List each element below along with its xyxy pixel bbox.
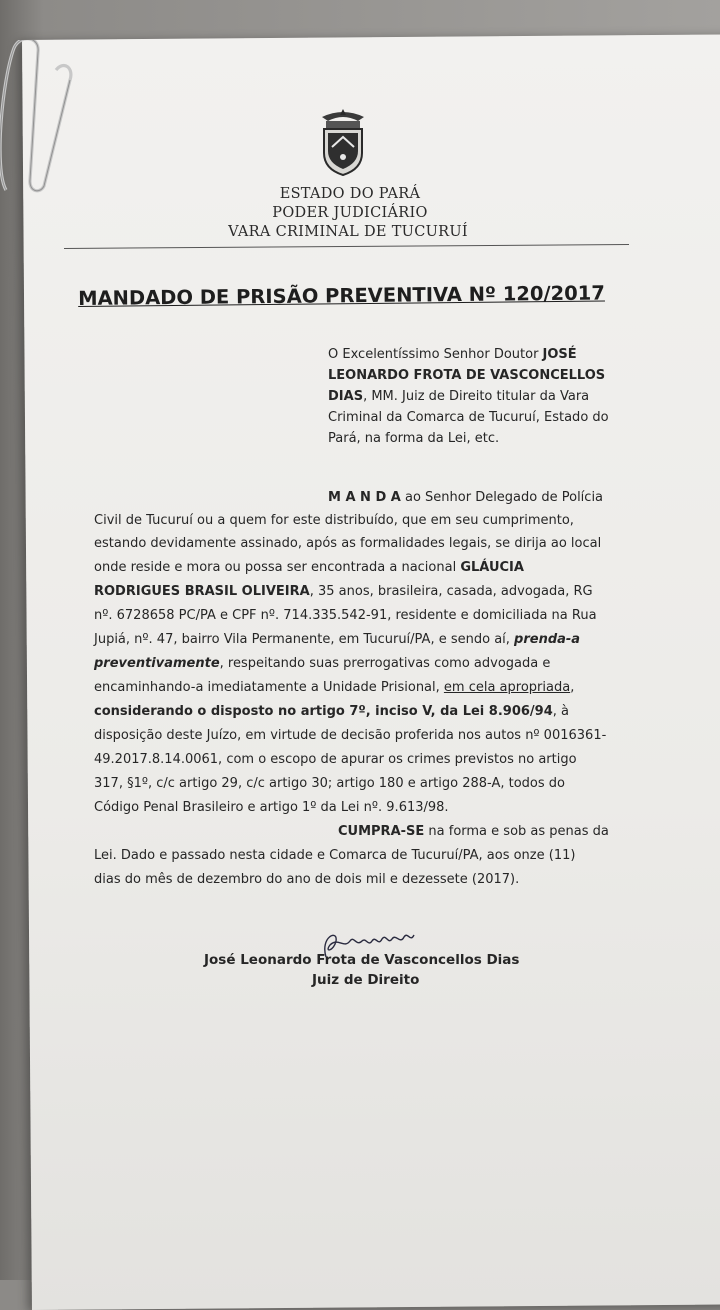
document-title: MANDADO DE PRISÃO PREVENTIVA Nº 120/2017 [78,281,605,310]
body-line-4: onde reside e mora ou possa ser encontrada a nacional GLÁUCIA [94,560,524,575]
coat-of-arms-icon [314,107,372,177]
body-line-16: Lei. Dado e passado nesta cidade e Comarca de Tucuruí/PA, aos onze (11) [94,848,576,863]
body-line-14: Código Penal Brasileiro e artigo 1º da Lei nº. 9.613/98. [94,800,449,815]
body-line-5: RODRIGUES BRASIL OLIVEIRA, 35 anos, brasileira, casada, advogada, RG [94,584,593,599]
body-line-10: considerando o disposto no artigo 7º, inciso V, da Lei 8.906/94, à [94,704,569,719]
body-line-15: CUMPRA-SE na forma e sob as penas da [338,824,609,839]
intro-line-3: DIAS, MM. Juiz de Direito titular da Vara [328,389,590,404]
body-line-6: nº. 6728658 PC/PA e CPF nº. 714.335.542-91, residente e domiciliada na Rua [94,608,597,623]
signer-role: Juiz de Direito [312,972,420,988]
body-line-7: Jupiá, nº. 47, bairro Vila Permanente, em Tucuruí/PA, e sendo aí, prenda-a [94,632,581,647]
header-state: ESTADO DO PARÁ [279,186,421,202]
paper-clip-icon [0,40,80,200]
header-court: VARA CRIMINAL DE TUCURUÍ [228,224,468,240]
intro-line-2: LEONARDO FROTA DE VASCONCELLOS [328,368,606,383]
intro-line-5: Pará, na forma da Lei, etc. [328,431,500,446]
intro-line-1: O Excelentíssimo Senhor Doutor JOSÉ [328,347,577,362]
body-line-8: preventivamente, respeitando suas prerrogativas como advogada e [94,656,551,671]
body-line-12: 49.2017.8.14.0061, com o escopo de apurar os crimes previstos no artigo [94,752,577,767]
body-line-2: Civil de Tucuruí ou a quem for este distribuído, que em seu cumprimento, [94,513,574,528]
body-line-11: disposição deste Juízo, em virtude de decisão proferida nos autos nº 0016361- [94,728,607,743]
body-line-13: 317, §1º, c/c artigo 29, c/c artigo 30; artigo 180 e artigo 288-A, todos do [94,776,565,791]
body-line-3: estando devidamente assinado, após as formalidades legais, se dirija ao local [94,536,602,551]
intro-line-4: Criminal da Comarca de Tucuruí, Estado do [328,410,609,425]
body-line-9: encaminhando-a imediatamente a Unidade Prisional, em cela apropriada, [94,680,575,695]
body-line-1: M A N D A ao Senhor Delegado de Polícia [328,490,604,505]
header-judiciary: PODER JUDICIÁRIO [272,205,428,221]
signer-name: José Leonardo Frota de Vasconcellos Dias [204,952,520,968]
body-line-17: dias do mês de dezembro do ano de dois mil e dezessete (2017). [94,872,520,887]
